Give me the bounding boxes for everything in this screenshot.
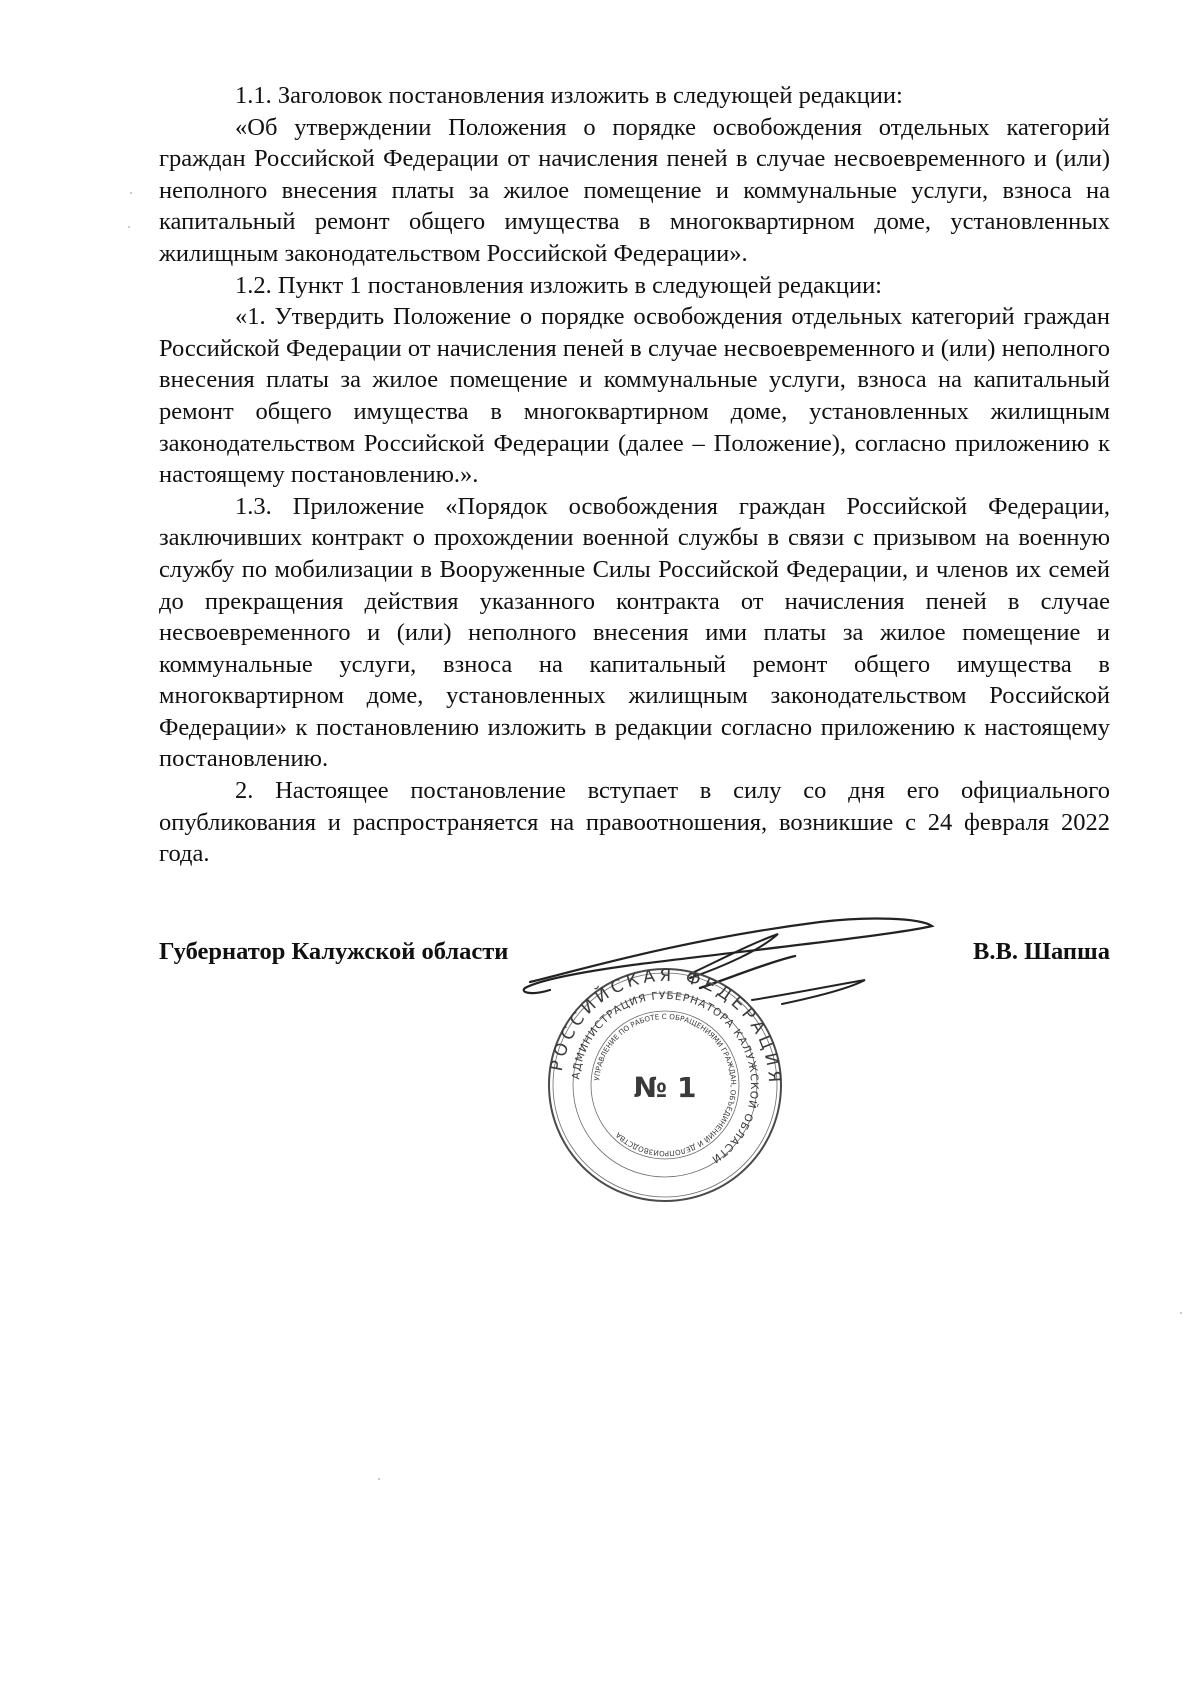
official-seal [545, 965, 785, 1205]
paragraph-1-2: 1.2. Пункт 1 постановления изложить в следующей редакции: [235, 271, 882, 299]
scan-speck [130, 192, 132, 194]
paragraph-1-2-quote: «1. Утвердить Положение о порядке освобождения отдельных категорий граждан Российской Федерации от начисления пеней в случае несвоевременного и (или) неполного внесения платы за жилое помещение и коммунальные услуги, взноса на капитальный ремонт общего имущества в многоквартирном доме, установленных жилищным законодательством Российской Федерации (далее – Положение), согласно приложению к настоящему постановлению.». [159, 303, 1110, 489]
seal-middle-text: АДМИНИСТРАЦИЯ ГУБЕРНАТОРА КАЛУЖСКОЙ ОБЛАСТИ [570, 989, 761, 1166]
paragraph-1-1-quote: «Об утверждении Положения о порядке освобождения отдельных категорий граждан Российской Федерации от начисления пеней в случае несвоевременного и (или) неполного внесения платы за жилое помещение и коммунальные услуги, взноса на капитальный ремонт общего имущества в многоквартирном доме, установленных жилищным законодательством Российской Федерации». [159, 113, 1110, 267]
signer-position: Губернатор Калужской области [159, 938, 509, 965]
paragraph-1-3: 1.3. Приложение «Порядок освобождения граждан Российской Федерации, заключивших контракт о прохождении военной службы в связи с призывом на военную службу по мобилизации в Вооруженные Силы Российской Федерации, и членов их семей до прекращения действия указанного контракта от начисления пеней в случае несвоевременного и (или) неполного внесения ими платы за жилое помещение и коммунальные услуги, взноса на капитальный ремонт общего имущества в многоквартирном доме, установленных жилищным законодательством Российской Федерации» к постановлению изложить в редакции согласно приложению к настоящему постановлению. [159, 492, 1110, 773]
scan-speck [378, 1478, 380, 1480]
seal-number: № 1 [633, 1071, 697, 1104]
scan-speck [128, 226, 130, 228]
scan-speck [1180, 1312, 1182, 1314]
seal-outer-text: РОССИЙСКАЯ ФЕДЕРАЦИЯ [546, 965, 785, 1087]
seal-inner-text: УПРАВЛЕНИЕ ПО РАБОТЕ С ОБРАЩЕНИЯМИ ГРАЖДАН, ОБЪЕДИНЕНИЙ И ДЕЛОПРОИЗВОДСТВА [592, 1011, 739, 1159]
document-body [159, 80, 1110, 870]
signer-name: В.В. Шапша [973, 938, 1110, 965]
paragraph-1-1: 1.1. Заголовок постановления изложить в следующей редакции: [235, 82, 903, 109]
paragraph-2: 2. Настоящее постановление вступает в силу со дня его официального опубликования и распространяется на правоотношения, возникшие с 24 февраля 2022 года. [159, 777, 1110, 868]
